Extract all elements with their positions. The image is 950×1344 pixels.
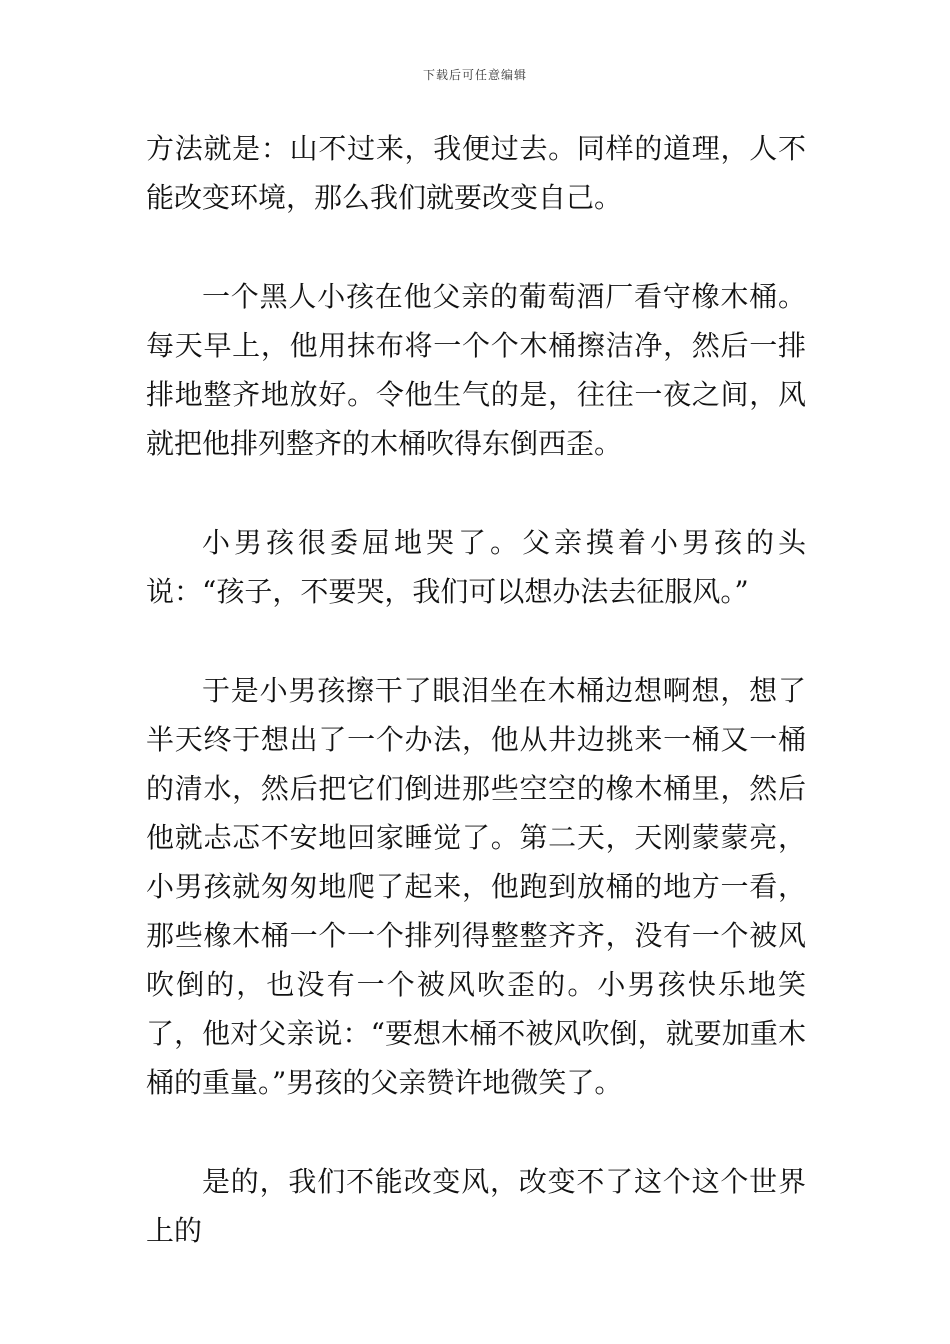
page-header: 下载后可任意编辑: [422, 68, 527, 82]
document-body: [146, 124, 806, 1305]
paragraph-1: 方法就是：山不过来，我便过去。同样的道理，人不能改变环境，那么我们就要改变自己。: [146, 132, 806, 214]
paragraph-3: 小男孩很委屈地哭了。父亲摸着小男孩的头说：“孩子，不要哭，我们可以想办法去征服风。”: [146, 526, 806, 608]
paragraph-2: 一个黑人小孩在他父亲的葡萄酒厂看守橡木桶。每天早上，他用抹布将一个个木桶擦洁净，然后一排排地整齐地放好。令他生气的是，往往一夜之间，风就把他排列整齐的木桶吹得东倒西歪。: [146, 280, 806, 460]
paragraph-5: 是的，我们不能改变风，改变不了这个这个世界上的: [146, 1165, 806, 1247]
paragraph-4: 于是小男孩擦干了眼泪坐在木桶边想啊想，想了半天终于想出了一个办法，他从井边挑来一桶又一桶的清水，然后把它们倒进那些空空的橡木桶里，然后他就忐忑不安地回家睡觉了。第二天，天刚蒙蒙亮，小男孩就匆匆地爬了起来，他跑到放桶的地方一看，那些橡木桶一个一个排列得整整齐齐，没有一个被风吹倒的，也没有一个被风吹歪的。小男孩快乐地笑了，他对父亲说：“要想木桶不被风吹倒，就要加重木桶的重量。”男孩的父亲赞许地微笑了。: [146, 674, 806, 1099]
